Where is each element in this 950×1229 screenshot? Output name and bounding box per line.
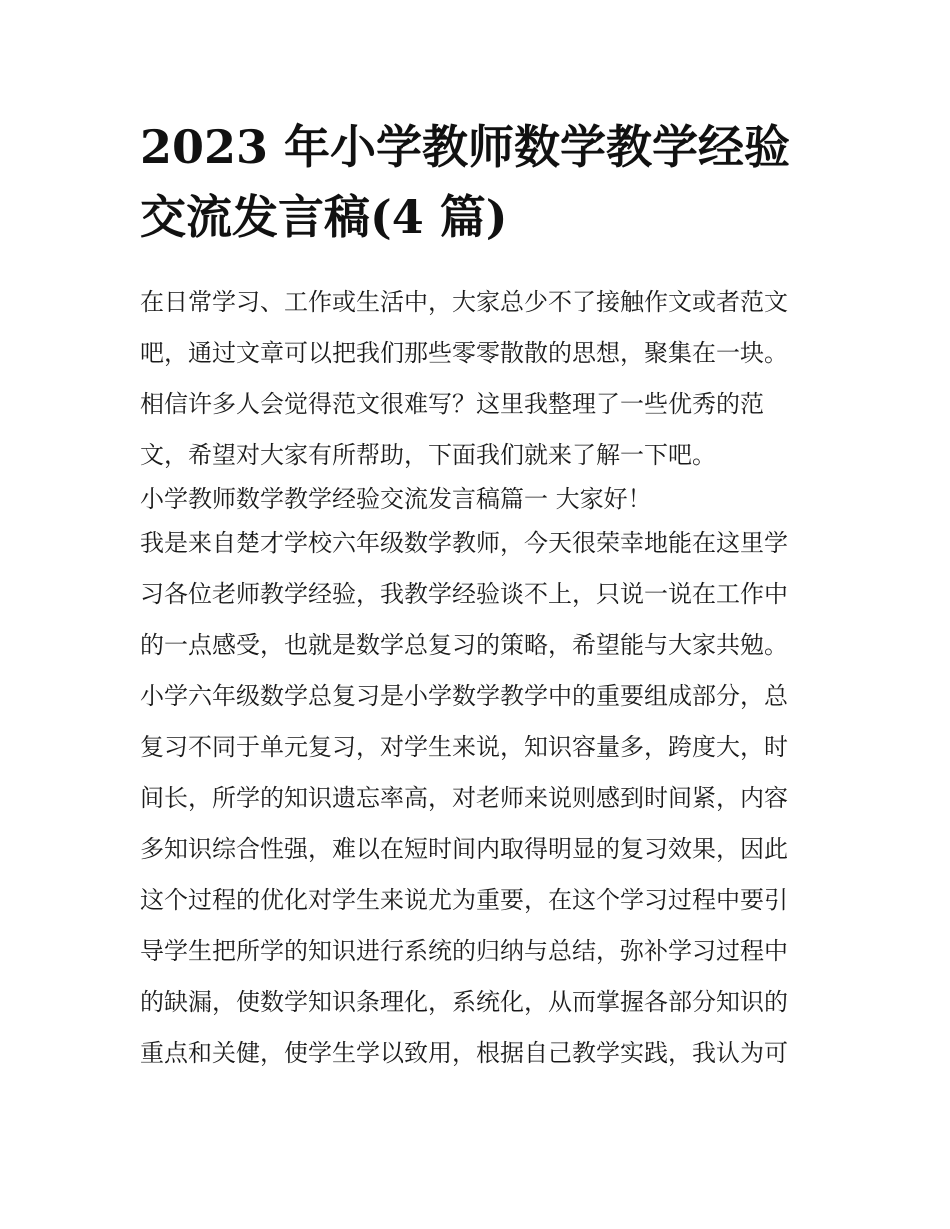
body-line: 重点和关健，使学生学以致用，根据自己教学实践，我认为可 [140,1039,788,1067]
body-line: 我是来自楚才学校六年级数学教师，今天很荣幸地能在这里学 [140,529,788,557]
title-line: 交流发言稿(4 篇) [140,190,508,244]
body-line: 导学生把所学的知识进行系统的归纳与总结，弥补学习过程中 [140,937,788,965]
title-line: 2023 年小学教师数学教学经验 [140,120,791,174]
body-line: 文，希望对大家有所帮助，下面我们就来了解一下吧。 [140,441,716,469]
section-heading: 小学教师数学教学经验交流发言稿篇一 大家好！ [140,485,652,513]
body-line: 这个过程的优化对学生来说尤为重要，在这个学习过程中要引 [140,886,788,914]
body-line: 多知识综合性强，难以在短时间内取得明显的复习效果，因此 [140,835,788,863]
document-title [140,112,820,252]
body-line: 习各位老师教学经验，我教学经验谈不上，只说一说在工作中 [140,580,788,608]
body-line: 的一点感受，也就是数学总复习的策略，希望能与大家共勉。 [140,631,788,659]
body-line: 相信许多人会觉得范文很难写？这里我整理了一些优秀的范 [140,390,764,418]
body-line: 复习不同于单元复习，对学生来说，知识容量多，跨度大，时 [140,733,788,761]
body-line: 间长，所学的知识遗忘率高，对老师来说则感到时间紧，内容 [140,784,788,812]
body-line: 在日常学习、工作或生活中，大家总少不了接触作文或者范文 [140,288,788,316]
document-body [140,277,830,1079]
body-line: 小学六年级数学总复习是小学数学教学中的重要组成部分，总 [140,682,788,710]
body-line: 吧，通过文章可以把我们那些零零散散的思想，聚集在一块。 [140,339,788,367]
body-line: 的缺漏，使数学知识条理化，系统化，从而掌握各部分知识的 [140,988,788,1016]
